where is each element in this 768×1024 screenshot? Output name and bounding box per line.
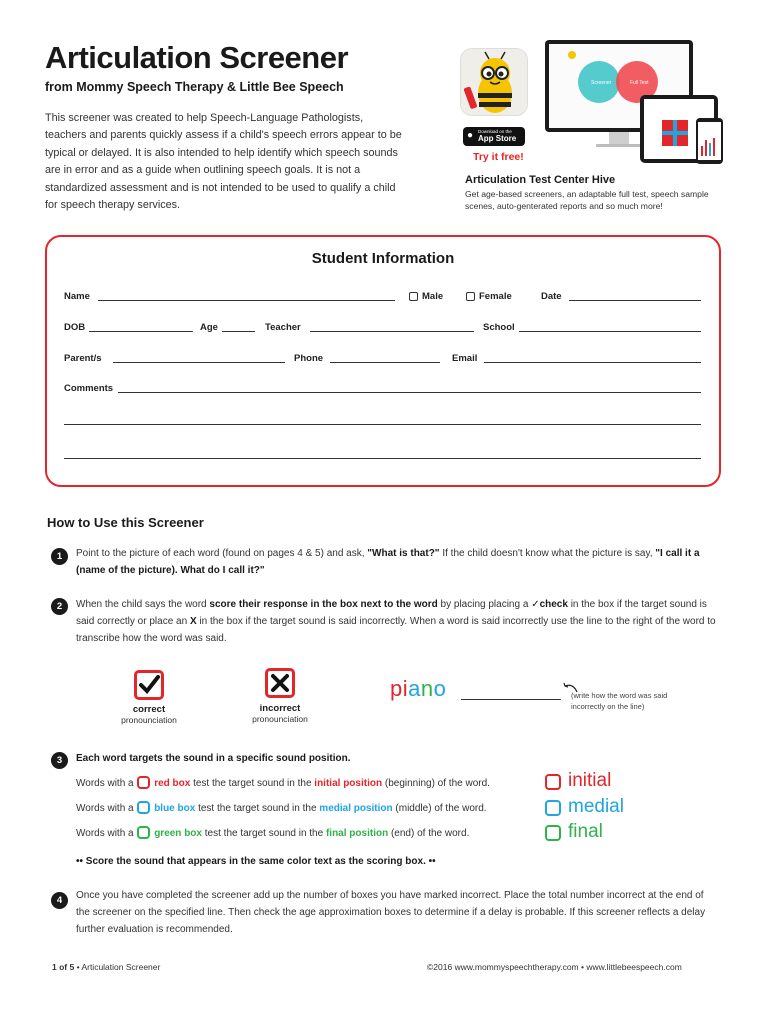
try-free-link[interactable]: Try it free!: [473, 151, 524, 163]
email-label: Email: [452, 353, 478, 364]
age-field[interactable]: [222, 331, 255, 332]
checkmark-icon: [137, 673, 161, 697]
red-box-rule: Words with a red box test the target sound in the initial position (beginning) of the word.: [76, 778, 490, 789]
devices-screenshot: [544, 40, 724, 165]
age-label: Age: [200, 322, 218, 333]
promo-title: Articulation Test Center Hive: [465, 174, 616, 186]
piano-example-word: piano: [390, 676, 447, 701]
name-label: Name: [64, 291, 90, 302]
footer-links: ©2016 www.mommyspeechtherapy.com • www.littlebeespeech.com: [427, 962, 682, 972]
mommyspeechtherapy-link[interactable]: www.mommyspeechtherapy.com: [454, 962, 579, 972]
intro-paragraph: This screener was created to help Speech-Language Pathologists, teachers and parents quickly assess if a child's speech errors appear to be typical or delayed. It is also intended to help identify which speech sounds are in error and as a guide when outlining speech goals. It is not a standardized assessment and is not intended to be used to qualify a child for speech therapy services.: [45, 112, 402, 212]
date-label: Date: [541, 291, 562, 302]
howto-title: How to Use this Screener: [47, 515, 204, 530]
initial-legend-box: [545, 774, 561, 790]
correct-example-box: [134, 670, 164, 700]
green-box-icon: [137, 826, 150, 839]
comments-field-line-3[interactable]: [64, 458, 701, 459]
student-info-panel: [45, 235, 721, 487]
correct-pronounciation-label: pronounciation: [121, 715, 177, 725]
school-field[interactable]: [519, 331, 701, 332]
step-4-text: Once you have completed the screener add up the number of boxes you have marked incorrect. Place the total number incorrect at the end of the screener on the specified line. Then check the age approximation boxes to determine if a delay is probable. If this screener reflects a delay further evaluation is recommended.: [76, 890, 706, 935]
parents-label: Parent/s: [64, 353, 102, 364]
incorrect-pronounciation-label: pronounciation: [252, 714, 308, 724]
step-2-text: When the child says the word score their response in the box next to the word by placing placing a ✓check in the box if the target sound is said correctly or place an X in the box if the target sound is said incorrectly. When a word is said incorrectly use the line to the right of the word to transcribe how the word was said.: [76, 599, 716, 644]
step-3-number: 3: [51, 752, 68, 769]
page-title: Articulation Screener: [45, 40, 349, 75]
correct-label: correct: [132, 704, 166, 715]
incorrect-label: incorrect: [259, 703, 301, 714]
male-label: Male: [422, 291, 444, 302]
comments-field-line-1[interactable]: [118, 392, 701, 393]
incorrect-example-box: [265, 668, 295, 698]
promo-description: Get age-based screeners, an adaptable full test, speech sample scenes, auto-genterated reports and so much more!: [465, 189, 709, 211]
littlebeespeech-link[interactable]: www.littlebeespeech.com: [586, 962, 682, 972]
blue-box-rule: Words with a blue box test the target sound in the medial position (middle) of the word.: [76, 803, 487, 814]
email-field[interactable]: [484, 362, 701, 363]
page-subtitle: from Mommy Speech Therapy & Little Bee Speech: [45, 80, 344, 94]
comments-field-line-2[interactable]: [64, 424, 701, 425]
transcription-note: (write how the word was said incorrectly on the line): [571, 691, 668, 711]
apple-icon: ●: [467, 130, 474, 141]
female-label: Female: [479, 291, 512, 302]
student-info-title: Student Information: [311, 250, 455, 267]
teacher-field[interactable]: [310, 331, 474, 332]
comments-label: Comments: [64, 383, 114, 394]
footer-page-info: 1 of 5 • Articulation Screener: [52, 962, 161, 972]
step-1-text: Point to the picture of each word (found on pages 4 & 5) and ask, "What is that?" If the child doesn't know what the picture is say, "I call it a (name of the picture). What do I call it?": [76, 548, 700, 576]
dob-label: DOB: [64, 322, 86, 333]
step-3-title: Each word targets the sound in a specific sound position.: [76, 753, 351, 764]
medial-legend-box: [545, 800, 561, 816]
medial-legend-label: medial: [568, 796, 624, 817]
svg-text:Full Test: Full Test: [630, 80, 649, 86]
school-label: School: [483, 322, 515, 333]
red-box-icon: [137, 776, 150, 789]
svg-text:Screener: Screener: [591, 80, 612, 86]
parents-field[interactable]: [113, 362, 285, 363]
phone-field[interactable]: [330, 362, 440, 363]
bee-app-icon[interactable]: [460, 48, 528, 116]
phone-label: Phone: [294, 353, 324, 364]
initial-legend-label: initial: [568, 770, 612, 791]
green-box-rule: Words with a green box test the target sound in the final position (end) of the word.: [76, 828, 470, 839]
step-4-number: 4: [51, 892, 68, 909]
bee-mascot-icon: [461, 49, 528, 116]
x-mark-icon: [268, 671, 292, 695]
transcription-line: [461, 699, 561, 700]
score-note: •• Score the sound that appears in the same color text as the scoring box. ••: [76, 856, 436, 867]
final-legend-box: [545, 825, 561, 841]
step-1-number: 1: [51, 548, 68, 565]
app-store-badge[interactable]: ● Download on the App Store: [463, 127, 525, 146]
male-checkbox[interactable]: [409, 292, 418, 301]
date-field[interactable]: [569, 300, 701, 301]
name-field[interactable]: [98, 300, 395, 301]
step-2-number: 2: [51, 598, 68, 615]
dob-field[interactable]: [89, 331, 193, 332]
female-checkbox[interactable]: [466, 292, 475, 301]
final-legend-label: final: [568, 821, 603, 842]
teacher-label: Teacher: [265, 322, 301, 333]
blue-box-icon: [137, 801, 150, 814]
